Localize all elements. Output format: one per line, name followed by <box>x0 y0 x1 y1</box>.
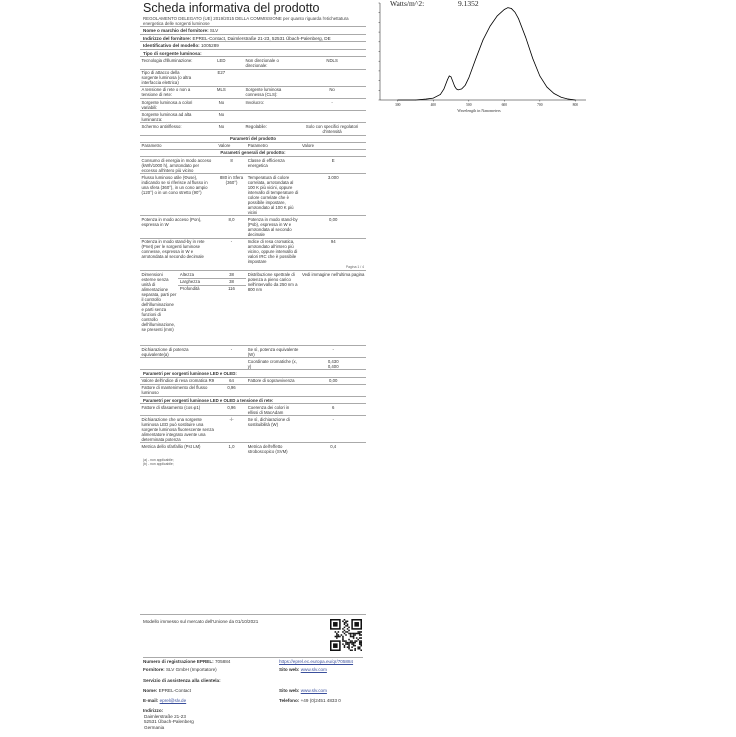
general-label-1: Sorgente luminosa ad alta luminanza: <box>140 111 199 123</box>
site-link[interactable]: www.slv.com <box>300 667 327 672</box>
address-line-1: Daimlerstraße 21-23 <box>144 713 186 719</box>
phone-row <box>279 698 341 704</box>
source-type-label: Tipo di sorgente luminosa: <box>140 49 366 57</box>
dimensions-table <box>140 270 366 345</box>
general-value-2: No <box>298 86 366 98</box>
spectrum-point <box>561 97 562 98</box>
equiv-label-2: Coordinate cromatiche (x, y) <box>246 358 300 370</box>
page-title: Scheda informativa del prodotto <box>143 1 320 15</box>
address-block <box>143 708 194 730</box>
general-label-2: Involucro: <box>244 98 298 110</box>
site2-link[interactable]: www.slv.com <box>300 688 327 693</box>
spectrum-point <box>397 100 398 101</box>
model-id-label: Identificativo del modello: <box>143 43 200 49</box>
site-row <box>279 667 327 673</box>
param-label-1: Consumo di energia in modo acceso (kWh/1000 h), arrotondato per eccesso all'intero più vicino <box>140 157 217 174</box>
general-params-title: Parametri generali del prodotto: <box>140 149 366 156</box>
led-row <box>140 377 366 384</box>
general-label-2 <box>244 69 298 86</box>
site2-row <box>279 688 327 694</box>
equiv-value-2: 0,430 0,400 <box>300 358 366 370</box>
spectrum-point <box>461 89 462 90</box>
led-value-2: 0,00 <box>300 377 366 384</box>
led-section-title: Parametri per sorgenti luminose LED e OLED: <box>140 370 366 377</box>
spectrum-point <box>453 81 454 82</box>
supplier-row <box>143 667 217 673</box>
col-param-2: Parametro <box>246 142 300 149</box>
param-row <box>140 174 366 216</box>
led-row <box>140 384 366 396</box>
general-label-2 <box>244 111 298 123</box>
param-value-1: 8 <box>217 157 246 174</box>
spectrum-point <box>511 8 512 9</box>
params-table <box>140 135 366 265</box>
param-value-1: - <box>217 238 246 265</box>
model-id: 1005289 <box>200 43 219 49</box>
spectrum-point <box>575 100 576 101</box>
depth-label: Profondità <box>178 285 216 345</box>
phone-value: +49 (0)2451 4833 0 <box>300 698 341 703</box>
param-label-2: Classe di efficienza energetica <box>246 157 300 174</box>
supplier-name-row <box>140 26 366 34</box>
spectrum-point <box>468 78 469 79</box>
param-value-2: 0,00 <box>300 216 366 238</box>
spectrum-point <box>456 89 457 90</box>
address-line-3: Germania <box>144 724 165 730</box>
equiv-row <box>140 358 366 370</box>
param-label-1: Potenza in modo stand-by in rete (Pnet) per le sorgenti luminose connesse, espressa in W e arrotondata al secondo decimale <box>140 238 217 265</box>
mains-value-1: -/- <box>217 416 246 443</box>
mains-value-2: 6 <box>300 404 366 416</box>
general-value-1: No <box>199 98 244 110</box>
spectrum-point <box>525 37 526 38</box>
supplier-address-row <box>140 34 366 42</box>
spectrum-point <box>440 94 441 95</box>
supplier-address: EPREL-Contact, Daimlerstraße 21-23, 52531 Übach-Palenberg, DE <box>192 35 331 41</box>
general-value-1: LED <box>199 57 244 69</box>
x-tick-label: 600 <box>501 103 508 107</box>
general-label-1: Schermo antiriflesso: <box>140 123 199 135</box>
email-link[interactable]: eprel@slv.de <box>159 698 187 703</box>
general-label-1: A tensione di rete o non a tensione di rete: <box>140 86 199 98</box>
spectrum-point <box>497 16 498 17</box>
width-value: 38 <box>217 278 246 285</box>
params-section-title: Parametri del prodotto <box>140 135 366 142</box>
spectrum-point <box>568 99 569 100</box>
footnotes <box>140 455 366 466</box>
supplier-address-label: Indirizzo del fornitore: <box>143 35 192 41</box>
spectrum-point <box>540 76 541 77</box>
address-label: Indirizzo: <box>143 708 164 713</box>
mains-row <box>140 416 366 443</box>
led-value-1: 64 <box>217 377 246 384</box>
spectrum-point <box>515 12 516 13</box>
page-number: Pagina 1 / 4 <box>345 264 364 269</box>
model-id-row <box>140 41 366 49</box>
general-label-1: Tipo di attacco della sorgente luminosa (o altra interfaccia elettrica) <box>140 69 199 86</box>
general-row <box>140 98 366 110</box>
led-value-1: 0,96 <box>217 384 246 396</box>
spectrum-point <box>465 85 466 86</box>
footnote-b: (b) - non applicabile; <box>143 461 174 466</box>
service-title: Servizio di assistenza alla clientela: <box>143 678 221 683</box>
general-value-1: MLS <box>199 86 244 98</box>
x-tick-label: 500 <box>466 103 472 107</box>
x-tick-label: 400 <box>430 103 436 107</box>
general-value-1: No <box>199 111 244 123</box>
general-row <box>140 86 366 98</box>
mains-row <box>140 404 366 416</box>
site2-label: Sito web: <box>279 688 300 693</box>
param-value-1: 8,0 <box>217 216 246 238</box>
footnote-a: (a) - non applicabile; <box>143 457 174 462</box>
mains-value-2: 0,4 <box>300 443 366 455</box>
spectrum-point <box>554 93 555 94</box>
eprel-row <box>143 657 363 665</box>
spectral-chart <box>366 0 591 118</box>
general-value-1: No <box>199 123 244 135</box>
general-label-2: Non direzionale o direzionale: <box>244 57 298 69</box>
mains-value-2: - <box>300 416 366 443</box>
height-label: Altezza <box>178 271 216 278</box>
supplier-name: SLV <box>209 28 219 33</box>
spectral-value: Vedi immagine nell'ultima pagina <box>300 271 366 345</box>
param-label-2: Temperatura di colore correlata, arrotondata al 100 K più vicini, oppure intervallo di temperature di colore correlate che è possibile impostare, arrotondato al 100 K più vicini <box>246 174 300 216</box>
eprel-reg-value: 705884 <box>215 659 231 664</box>
col-param-1: Parametro <box>140 142 217 149</box>
address-line-2: 52531 Übach-Palenberg <box>144 719 194 725</box>
spectrum-point <box>451 77 452 78</box>
general-value-2: Solo con specifici regolatori d'intensità <box>298 123 366 135</box>
general-value-2 <box>298 69 366 86</box>
general-table <box>140 56 366 134</box>
param-value-2: 3.000 <box>300 174 366 216</box>
equiv-value-1 <box>217 358 246 370</box>
param-value-2: 94 <box>300 238 366 265</box>
spectrum-point <box>490 26 491 27</box>
general-value-2: - <box>298 98 366 110</box>
x-tick-label: 800 <box>572 103 579 107</box>
email-label: E-mail: <box>143 698 159 703</box>
led-label-2 <box>246 384 300 396</box>
product-info-sheet <box>140 0 366 736</box>
param-row <box>140 157 366 174</box>
spectrum-line <box>398 8 576 100</box>
param-row <box>140 238 366 265</box>
spectrum-point <box>433 98 434 99</box>
general-row <box>140 111 366 123</box>
general-label-2: Regolabile: <box>244 123 298 135</box>
equiv-label-2: Se sì, potenza equivalente (W) <box>246 345 300 357</box>
spectral-label: Distribuzione spettrale di potenza a pieno carico nell'intervallo da 250 nm a 800 nm <box>246 271 300 345</box>
phone-label: Telefono: <box>279 698 300 703</box>
spectrum-point <box>449 76 450 77</box>
mains-section-title: Parametri per sorgenti luminose LED e OLED a tensione di rete: <box>140 396 366 403</box>
equivalent-table <box>140 345 366 455</box>
regulation-text: REGOLAMENTO DELEGATO (UE) 2019/2015 DELLA COMMISSIONE per quanto riguarda l'etichettatura energetica delle sorgenti luminose <box>143 16 349 26</box>
param-label-1: Potenza in modo acceso (Pon), espressa in W <box>140 216 217 238</box>
spectrum-point <box>504 9 505 10</box>
equiv-label-1: Dichiarazione di potenza equivalente(a) <box>140 345 217 357</box>
general-label-1: Tecnologia d'illuminazione: <box>140 57 199 69</box>
email-row <box>143 698 186 704</box>
eprel-reg-label: Numero di registrazione EPREL: <box>143 659 214 664</box>
chart-annotation-label: Watts/m^2: <box>390 0 425 8</box>
supplier-name-label: Nome o marchio del fornitore: <box>143 28 209 33</box>
general-row <box>140 123 366 135</box>
spectrum-point <box>458 90 459 91</box>
param-value-1: 880 in Sfera (360°) <box>217 174 246 216</box>
param-value-2: E <box>300 157 366 174</box>
supplier-label: Fornitore: <box>143 667 165 672</box>
chart-annotation-value: 9.1352 <box>458 0 479 8</box>
chart-x-label: Wavelength in Nanometers <box>457 108 501 113</box>
led-label-2: Fattore di sopravvivenza <box>246 377 300 384</box>
equiv-row <box>140 345 366 357</box>
spectrum-point <box>508 7 509 8</box>
general-label-2: Sorgente luminosa connessa (CLS): <box>244 86 298 98</box>
site-label: Sito web: <box>279 667 300 672</box>
spectrum-point <box>518 18 519 19</box>
mains-label-2: Coerenza dei colori in ellissi di MacAdam <box>246 404 300 416</box>
param-label-1: Flusso luminoso utile (Φuse), indicando se si riferisce al flusso in una sfera (360°), in un cono ampio (120°) o in un cono stretto (90°) <box>140 174 217 216</box>
mains-label-1: Fattore di sfasamento (cos φ1) <box>140 404 217 416</box>
equiv-value-2: - <box>300 345 366 357</box>
col-value-2: Valore <box>300 142 366 149</box>
mains-label-2: Se sì, dichiarazione di sostituibilità (W) <box>246 416 300 443</box>
equiv-value-1: - <box>217 345 246 357</box>
general-label-1: Sorgente luminosa a colori variabili: <box>140 98 199 110</box>
mains-label-1: Metrica dello sfarfallio (Pst LM) <box>140 443 217 455</box>
mains-label-1: Dichiarazione che una sorgente luminosa LED può sostituire una sorgente luminosa fluorescente senza alimentatore integrato avente una determinata potenza <box>140 416 217 443</box>
param-row <box>140 216 366 238</box>
led-label-1: Fattore di mantenimento del flusso luminoso <box>140 384 217 396</box>
param-label-2: Potenza in modo stand-by (Psb), espressa in W e arrotondata al secondo decimale <box>246 216 300 238</box>
width-label: Larghezza <box>178 278 216 285</box>
qr-code-icon <box>330 619 362 651</box>
general-row <box>140 57 366 69</box>
led-label-1: Valore dell'indice di resa cromatica R9 <box>140 377 217 384</box>
general-row <box>140 69 366 86</box>
spectrum-point <box>547 87 548 88</box>
chart-axes <box>380 3 586 100</box>
contact-name-label: Nome: <box>143 688 158 693</box>
led-value-2 <box>300 384 366 396</box>
x-tick-label: 300 <box>395 103 401 107</box>
mains-label-2: Metrica dell'effetto stroboscopico (SVM) <box>246 443 300 455</box>
depth-value: 116 <box>217 285 246 345</box>
spectrum-point <box>483 40 484 41</box>
spectrum-point <box>426 99 427 100</box>
param-label-2: Indice di resa cromatica, arrotondato all'intero più vicino, oppure intervallo di valori IRC che è possibile impostare <box>246 238 300 265</box>
spectrum-point <box>415 100 416 101</box>
height-value: 38 <box>217 271 246 278</box>
footer-block <box>140 614 366 737</box>
equiv-label-1 <box>140 358 217 370</box>
market-date: Modello immesso sul mercato dell'Unione da 01/10/2021 <box>143 619 259 624</box>
eprel-link[interactable]: https://eprel.ec.europa.eu/qr/705884 <box>279 659 354 664</box>
general-value-2 <box>298 111 366 123</box>
x-tick-label: 700 <box>537 103 543 107</box>
general-value-1: E27 <box>199 69 244 86</box>
mains-value-1: 1,0 <box>217 443 246 455</box>
dimensions-label: Dimensioni esterne senza unità di alimentazione separata, parti per il controllo dell'illuminazione e parti senza funzioni di controllo dell'illuminazione, se presenti (mm) <box>140 271 178 345</box>
general-value-2: NDLS <box>298 57 366 69</box>
col-value-1: Valore <box>217 142 246 149</box>
spectrum-point <box>454 86 455 87</box>
contact-name-value: EPREL-Contact <box>158 688 192 693</box>
contact-name-row <box>143 688 191 694</box>
spectrum-point <box>476 58 477 59</box>
spectrum-point <box>447 79 448 80</box>
spectrum-point <box>532 58 533 59</box>
mains-row <box>140 443 366 455</box>
supplier-value: SLV GmbH (Importatore) <box>165 667 217 672</box>
spectrum-point <box>444 89 445 90</box>
mains-value-1: 0,96 <box>217 404 246 416</box>
